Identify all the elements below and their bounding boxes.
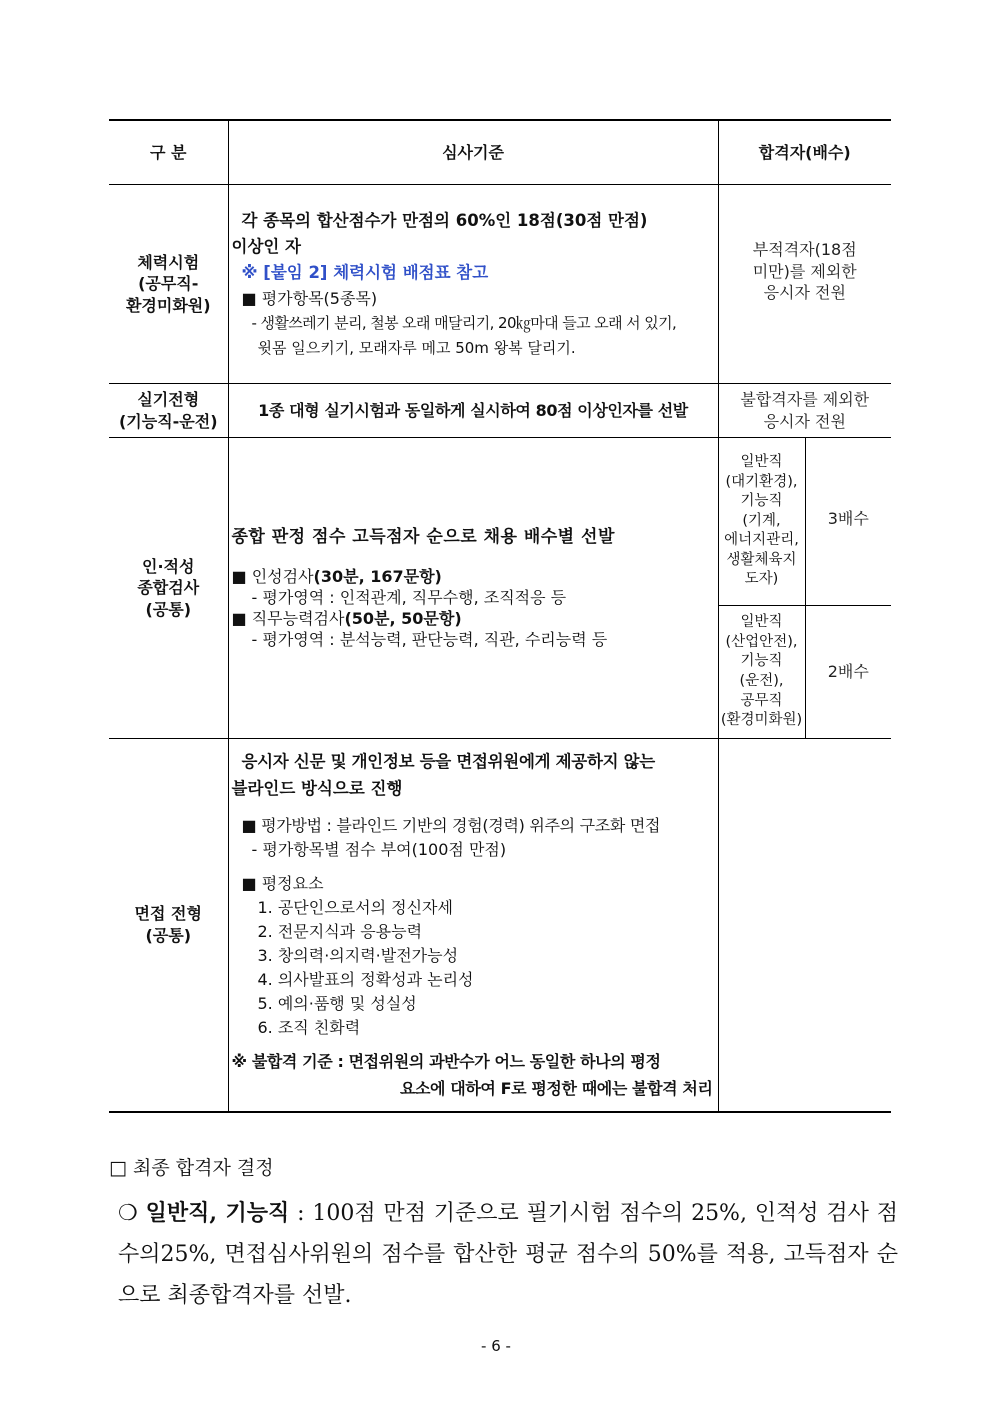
aptitude-group-1: 일반직 (대기환경), 기능직 (기계, 에너지관리, 생활체육지 도자) [718, 438, 805, 606]
header-passers: 합격자(배수) [718, 120, 891, 185]
section-title: □ 최종 합격자 결정 [109, 1157, 274, 1179]
aptitude-category: 인·적성 종합검사 (공통) [109, 438, 228, 739]
final-decision-paragraph [118, 1193, 898, 1316]
aptitude-ratio-2: 2배수 [805, 606, 891, 739]
aptitude-ratio-1: 3배수 [805, 438, 891, 606]
header-category: 구 분 [109, 120, 228, 185]
physical-result: 부적격자(18점 미만)를 제외한 응시자 전원 [718, 185, 891, 384]
circle-bullet-icon: ❍ [118, 1201, 138, 1226]
physical-category: 체력시험 (공무직- 환경미화원) [109, 185, 228, 384]
interview-category: 면접 전형 (공통) [109, 739, 228, 1112]
header-criteria: 심사기준 [228, 120, 718, 185]
selection-criteria-table [109, 119, 891, 1113]
practical-result: 불합격자를 제외한 응시자 전원 [718, 384, 891, 438]
table-row-interview [109, 739, 891, 1112]
aptitude-criteria: 종합 판정 점수 고득점자 순으로 채용 배수별 선발 ■ 인성검사(30분, 167문항) - 평가영역 : 인적관계, 직무수행, 조직적응 등 ■ 직무능력검사(50분, 50문항) - 평가영역 : 분석능력, 판단능력, 직관, 수리능력 등 [228, 438, 718, 739]
interview-result [718, 739, 891, 1112]
table-row-practical [109, 384, 891, 438]
practical-criteria: 1종 대형 실기시험과 동일하게 실시하여 80점 이상인자를 선발 [228, 384, 718, 438]
final-lead: 일반직, 기능직 [145, 1200, 290, 1226]
physical-criteria: 각 종목의 합산점수가 만점의 60%인 18점(30점 만점) 이상인 자 ※ [붙임 2] 체력시험 배점표 참고 ■ 평가항목(5종목) - 생활쓰레기 분리, 철봉 오래 매달리기, 20㎏마대 들고 오래 서 있기, 윗몸 일으키기, 모래자루 메고 50m 왕복 달리기. [228, 185, 718, 384]
final-text: : 100점 만점 기준으로 필기시험 점수의 25%, 인적성 검사 점수의25%, 면접심사위원의 점수를 합산한 평균 점수의 50%를 적용, 고득점자 순으로 최종합격자를 선발. [118, 1201, 898, 1308]
practical-category: 실기전형 (기능직-운전) [109, 384, 228, 438]
page-number: - 6 - [481, 1337, 511, 1355]
table-row-aptitude-1 [109, 438, 891, 606]
aptitude-group-2: 일반직 (산업안전), 기능직 (운전), 공무직 (환경미화원) [718, 606, 805, 739]
interview-criteria: 응시자 신문 및 개인정보 등을 면접위원에게 제공하지 않는 블라인드 방식으로 진행 ■ 평가방법 : 블라인드 기반의 경험(경력) 위주의 구조화 면접 - 평가항목별 점수 부여(100점 만점) ■ 평정요소 1. 공단인으로서의 정신자세 2. 전문지식과 응용능력 3. 창의력·의지력·발전가능성 4. 의사발표의 정확성과 논리성 5. 예의·품행 및 성실성 6. 조직 친화력 ※ 불합격 기준 : 면접위원의 과반수가 어느 동일한 하나의 평정 요소에 대하여 F로 평정한 때에는 불합격 처리 [228, 739, 718, 1112]
table-header-row [109, 120, 891, 185]
table-row-physical [109, 185, 891, 384]
